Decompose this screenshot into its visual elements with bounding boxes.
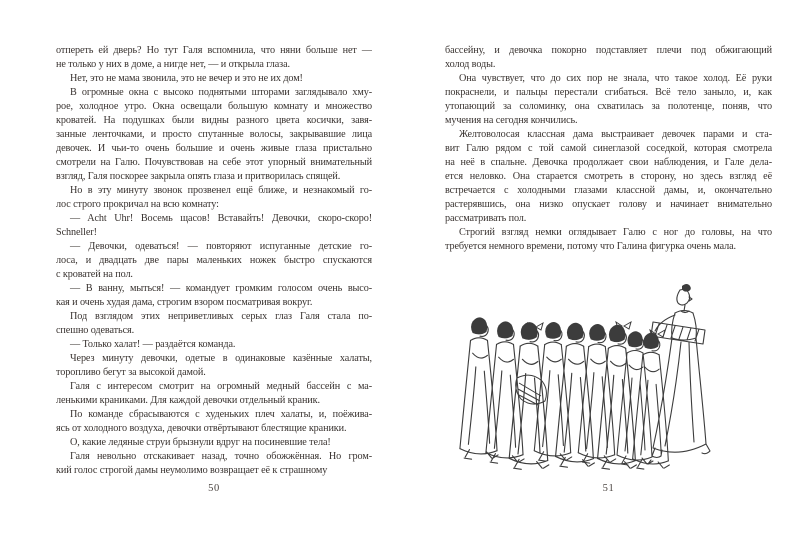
text-line: ется неловко. Она старается смотреть в сторону, но здесь взгляд её — [445, 171, 772, 182]
text-line: вит Галю рядом с той самой синеглазой соседкой, которая смотрела — [445, 143, 772, 154]
text-line: Но в эту минуту звонок прозвенел ещё ближе, и незнакомый го- — [70, 185, 372, 196]
right-page-text — [445, 44, 772, 254]
text-line: Под взглядом этих неприветливых серых глаз Галя стала по- — [70, 311, 372, 322]
text-line: ленькими краниками. Для каждой девочки отдельный краник. — [56, 395, 320, 406]
text-line: утопающий за соломинку, она схватилась за полотенце, поняв, что — [445, 101, 772, 112]
text-line: кая и очень худая дама, строгим взором посматривая вокруг. — [56, 297, 313, 308]
text-line: лос строго прокричал на всю комнату: — [56, 199, 219, 210]
text-line: отпереть ей дверь? Но тут Галя вспомнила, что няни больше нет — — [56, 45, 372, 56]
text-line: смотрели на Галю. Почувствовав на себе этот упорный внимательный — [56, 157, 372, 168]
text-line: Строгий взгляд немки оглядывает Галю с ног до головы, на что — [459, 227, 772, 238]
text-line: встречается с холодными глазами классной дамы, и, окончательно — [445, 185, 772, 196]
text-line: на неё в спальне. Девочка продолжает свои наблюдения, и Гале дела- — [445, 157, 772, 168]
text-line: бассейну, и девочка покорно подставляет плечи под обжигающий — [445, 45, 772, 56]
text-line: Нет, это не мама звонила, это не вечер и это не их дом! — [70, 73, 303, 84]
text-line: с кроватей на пол. — [56, 269, 133, 280]
text-line: — В ванну, мыться! — командует громким голосом очень высо- — [70, 283, 372, 294]
text-line: растерявшись, она низко опускает голову и начинает внимательно — [445, 199, 772, 210]
text-line: — Acht Uhr! Восемь щасов! Вставайть! Девочки, скоро-скоро! — [70, 213, 372, 224]
text-line: мучения на сегодня кончились. — [445, 115, 578, 126]
text-line: По команде сбрасываются с худеньких плеч халаты, и, поёжива- — [70, 409, 372, 420]
text-line: — Только халат! — раздаётся команда. — [70, 339, 236, 350]
text-line: кроватей. На подушках были видны разного цвета косички, завя- — [56, 115, 372, 126]
text-line: взгляд, Галя поскорее закрыла опять глаза и притворилась спящей. — [56, 171, 341, 182]
text-line: — Девочки, одеваться! — повторяют испуганные детские го- — [70, 241, 372, 252]
text-line: О, какие ледяные струи брызнули вдруг на посиневшие тела! — [70, 437, 331, 448]
text-line: холод воды. — [445, 59, 496, 70]
page-number-right: 51 — [602, 483, 615, 494]
left-page-text — [56, 44, 372, 478]
text-line: рое, холодное утро. Окна освещали большую комнату и множество — [56, 101, 372, 112]
text-line: ясь от холодного воздуха, девочки отвёртывают блестящие краники. — [56, 423, 347, 434]
page-number-left: 50 — [208, 483, 220, 494]
text-line: торопливо бегут за высокой дамой. — [56, 367, 206, 378]
text-line: Галя с интересом смотрит на огромный медный бассейн с ма- — [70, 381, 372, 392]
text-line: не только у них в доме, а нигде нет, — и открыла глаза. — [56, 59, 290, 70]
text-line: В огромные окна с высоко поднятыми шторами заглядывало хму- — [70, 87, 372, 98]
illustration-sketch — [459, 280, 721, 476]
text-line: спешно одеваться. — [56, 325, 135, 336]
text-line: требуется немного времени, потому что Галина фигурка очень мала. — [445, 241, 736, 252]
text-line: занные ленточками, и просто спутанные волосы, закрывавшие лица — [56, 129, 372, 140]
text-line: Галя невольно отскакивает назад, точно обожжённая. Но гром- — [70, 451, 372, 462]
text-line: Она чувствует, что до сих пор не знала, что такое холод. Её руки — [459, 73, 772, 84]
text-line: Желтоволосая классная дама выстраивает девочек парами и ста- — [459, 129, 772, 140]
text-line: лоса, и двадцать две пары маленьких ножек быстро спускаются — [56, 255, 372, 266]
text-line: кий голос строгой дамы неумолимо возвращает её к страшному — [56, 465, 328, 476]
text-line: Schneller! — [56, 227, 97, 238]
text-line: рассматривать пол. — [445, 213, 527, 224]
text-line: покраснели, и пальцы перестали сгибаться. Всё тело заныло, и, как — [445, 87, 772, 98]
text-line: Через минуту девочки, одетые в одинаковые казённые халаты, — [70, 353, 372, 364]
text-line: девочек. И чьи-то очень большие и очень живые глаза пристально — [56, 143, 372, 154]
